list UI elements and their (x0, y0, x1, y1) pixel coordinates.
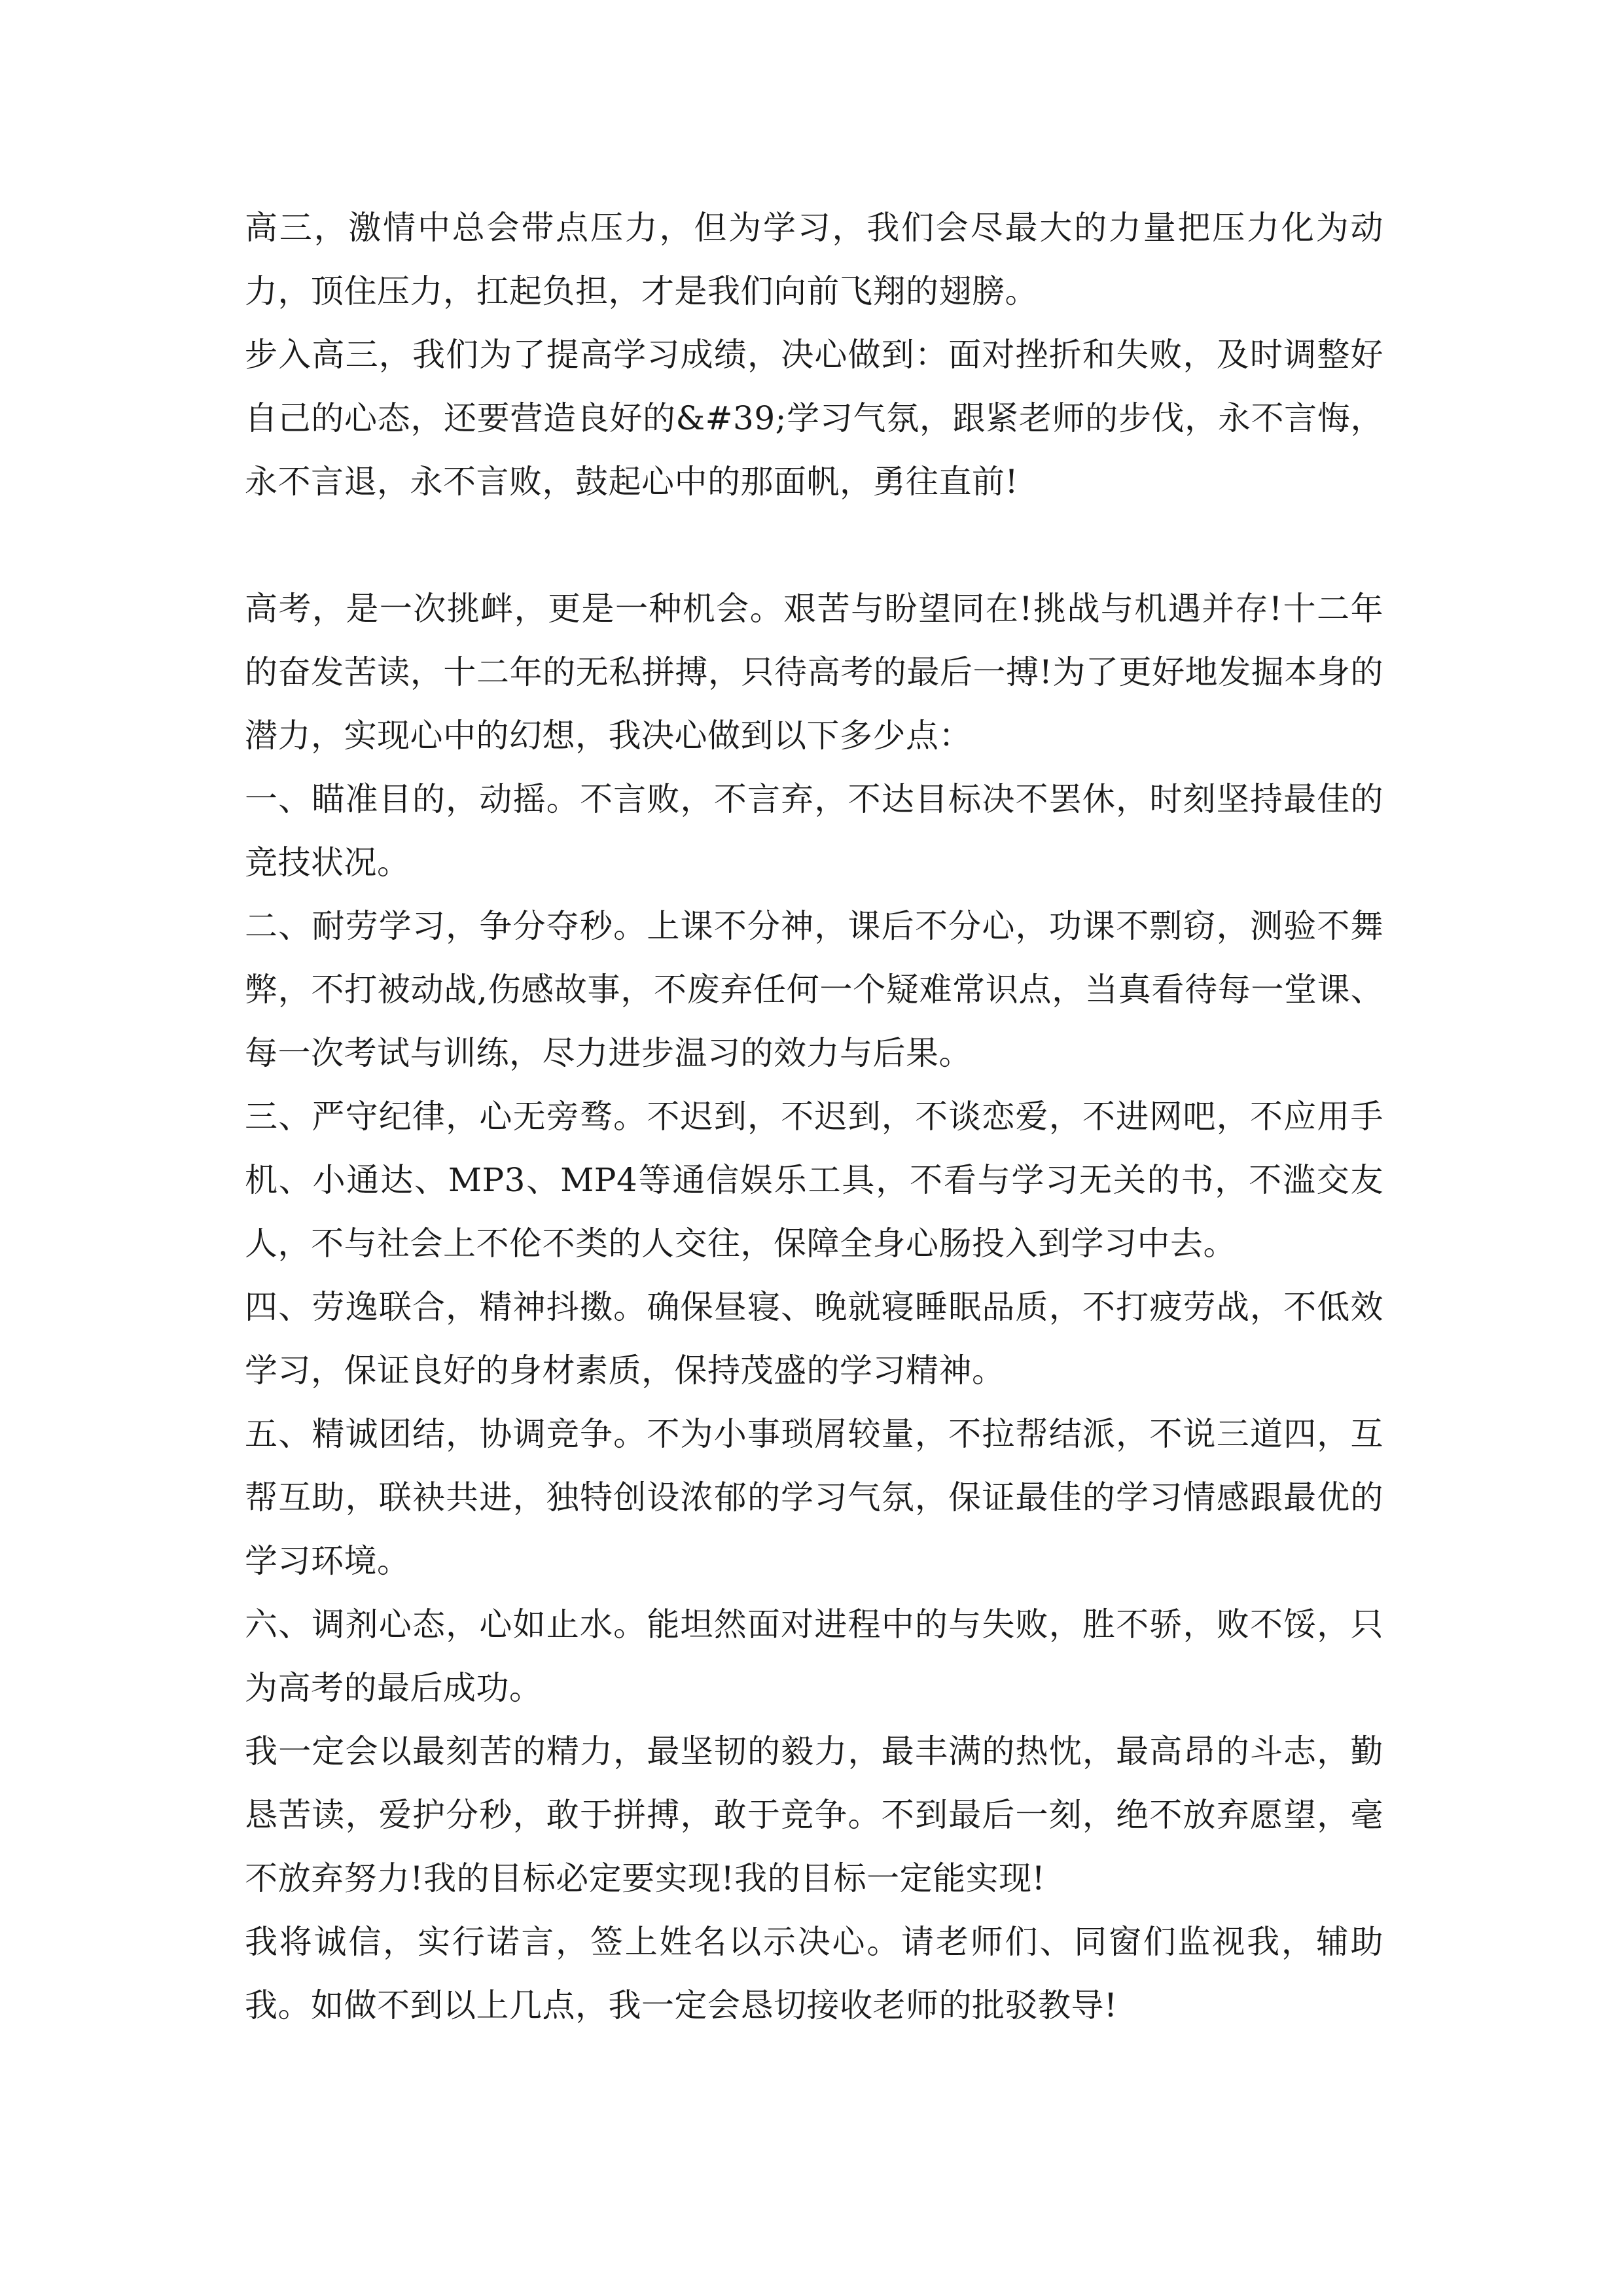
paragraph: 四、劳逸联合，精神抖擞。确保昼寝、晚就寝睡眠品质，不打疲劳战，不低效学习，保证良好的身材素质，保持茂盛的学习精神。 (245, 1288, 1383, 1390)
document-page (245, 196, 1383, 2037)
paragraph: 三、严守纪律，心无旁骛。不迟到，不迟到，不谈恋爱，不进网吧，不应用手机、小通达、MP3、MP4等通信娱乐工具，不看与学习无关的书，不滥交友人，不与社会上不伦不类的人交往，保障全身心肠投入到学习中去。 (245, 1098, 1383, 1263)
paragraph: 高三，激情中总会带点压力，但为学习，我们会尽最大的力量把压力化为动力，顶住压力，扛起负担，才是我们向前飞翔的翅膀。 (245, 209, 1383, 310)
paragraph: 步入高三，我们为了提高学习成绩，决心做到：面对挫折和失败，及时调整好自己的心态，还要营造良好的&#39;学习气氛，跟紧老师的步伐，永不言悔，永不言退，永不言败，鼓起心中的那面帆，勇往直前! (245, 336, 1383, 501)
paragraph: 高考，是一次挑衅，更是一种机会。艰苦与盼望同在!挑战与机遇并存!十二年的奋发苦读，十二年的无私拼搏，只待高考的最后一搏!为了更好地发掘本身的潜力，实现心中的幻想，我决心做到以下多少点： (245, 590, 1383, 755)
paragraph-spacer (245, 514, 1383, 577)
paragraph: 一、瞄准目的，动摇。不言败，不言弃，不达目标决不罢休，时刻坚持最佳的竞技状况。 (245, 780, 1383, 882)
paragraph: 六、调剂心态，心如止水。能坦然面对进程中的与失败，胜不骄，败不馁，只为高考的最后成功。 (245, 1605, 1383, 1707)
paragraph: 二、耐劳学习，争分夺秒。上课不分神，课后不分心，功课不剽窃，测验不舞弊，不打被动战,伤感故事，不废弃任何一个疑难常识点，当真看待每一堂课、每一次考试与训练，尽力进步温习的效力与后果。 (245, 907, 1383, 1072)
paragraph: 我一定会以最刻苦的精力，最坚韧的毅力，最丰满的热忱，最高昂的斗志，勤恳苦读，爱护分秒，敢于拼搏，敢于竞争。不到最后一刻，绝不放弃愿望，毫不放弃努力!我的目标必定要实现!我的目标一定能实现! (245, 1732, 1383, 1897)
paragraph: 五、精诚团结，协调竞争。不为小事琐屑较量，不拉帮结派，不说三道四，互帮互助，联袂共进，独特创设浓郁的学习气氛，保证最佳的学习情感跟最优的学习环境。 (245, 1415, 1383, 1580)
paragraph: 我将诚信，实行诺言，签上姓名以示决心。请老师们、同窗们监视我，辅助我。如做不到以上几点，我一定会恳切接收老师的批驳教导! (245, 1923, 1383, 2024)
